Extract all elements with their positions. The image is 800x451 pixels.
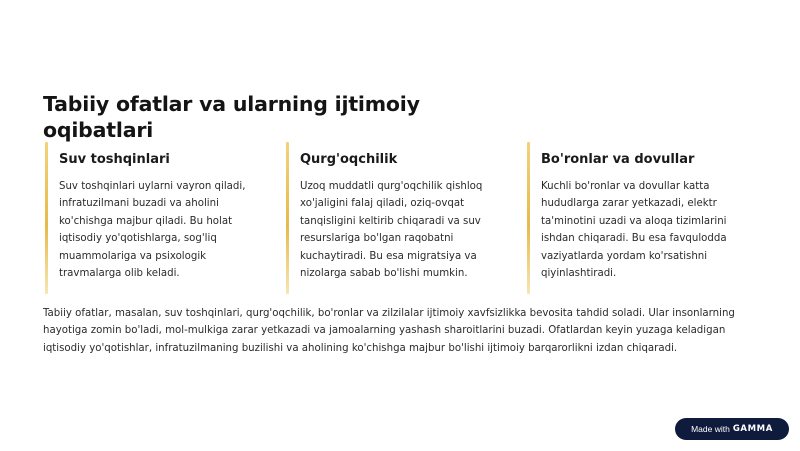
card-title: Qurg'oqchilik <box>300 152 398 167</box>
card-accent-bar <box>45 142 48 294</box>
card-body: Kuchli bo'ronlar va dovullar katta hududlarga zarar yetkazadi, elektr ta'minotini uzadi va aloqa tizimlarini ishdan chiqaradi. Bu esa favqulodda vaziyatlarda yordam ko'rsatishni qiyinlashtiradi. <box>541 181 727 280</box>
card-accent-bar <box>527 142 530 294</box>
card-storms <box>527 142 767 294</box>
card-floods <box>45 142 277 294</box>
card-accent-bar <box>286 142 289 294</box>
card-drought <box>286 142 518 294</box>
card-body: Suv toshqinlari uylarni vayron qiladi, infratuzilmani buzadi va aholini ko'chishga majbur qiladi. Bu holat iqtisodiy yo'qotishlarga, sog'liq muammolariga va psixologik travmalarga olib keladi. <box>59 181 246 280</box>
made-with-gamma-badge[interactable] <box>675 418 789 440</box>
summary-paragraph: Tabiiy ofatlar, masalan, suv toshqinlari, qurg'oqchilik, bo'ronlar va zilzilalar ijtimoiy xavfsizlikka bevosita tahdid soladi. Ular insonlarning hayotiga zomin bo'ladi, mol-mulkiga zarar yetkazadi va jamoalarning yashash sharoitlarini buzadi. Ofatlardan keyin yuzaga keladigan iqtisodiy yo'qotishlar, infratuzilmaning buzilishi va aholining ko'chishga majbur bo'lishi ijtimoiy barqarorlikni izdan chiqaradi. <box>43 308 735 354</box>
card-title: Suv toshqinlari <box>59 152 170 167</box>
slide-title: Tabiiy ofatlar va ularning ijtimoiy oqibatlari <box>43 92 420 142</box>
card-title: Bo'ronlar va dovullar <box>541 152 695 167</box>
badge-made-with-text: Made with <box>691 424 730 434</box>
card-body: Uzoq muddatli qurg'oqchilik qishloq xo'jaligini falaj qiladi, oziq-ovqat tanqisligini keltirib chiqaradi va suv resurslariga bo'lgan raqobatni kuchaytiradi. Bu esa migratsiya va nizolarga sabab bo'lishi mumkin. <box>300 181 483 280</box>
gamma-logo: GAMMA <box>732 424 773 434</box>
